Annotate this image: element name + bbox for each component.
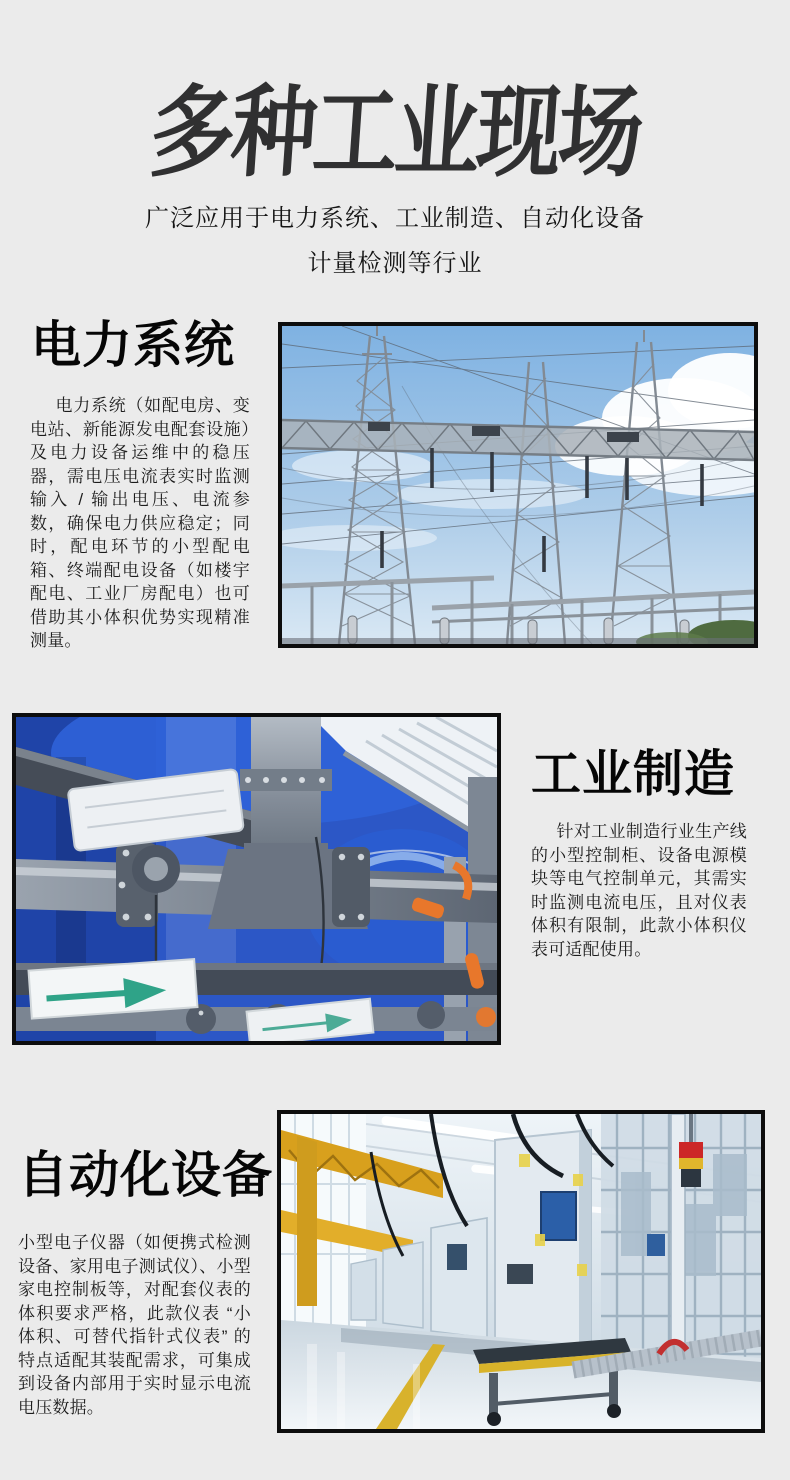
automation-equipment-body: 小型电子仪器（如便携式检测设备、家用电子测试仪）、小型家电控制板等，对配套仪表的体积要求严格，此款仪表 “小体积、可替代指针式仪表” 的特点适配其装配需求，可集成到设备内部用于实时显示电流电压数据。 [18,1233,251,1417]
industrial-manufacturing-heading: 工业制造 [531,746,735,802]
power-system-heading: 电力系统 [31,317,235,373]
page-title: 多种工业现场 [146,77,644,189]
page-subtitle-line1: 广泛应用于电力系统、工业制造、自动化设备 [145,205,645,232]
industrial-pipes-photo-svg [16,717,497,1041]
industrial-manufacturing-body: 针对工业制造行业生产线的小型控制柜、设备电源模块等电气控制单元，其需实时监测电流电压，且对仪表体积有限制，此款小体积仪表可适配使用。 [531,822,747,959]
factory-automation-photo-svg [281,1114,761,1429]
page-subtitle-line2: 计量检测等行业 [307,250,483,277]
power-system-body: 电力系统（如配电房、变电站、新能源发电配套设施）及电力设备运维中的稳压器，需电压电流表实时监测输入 / 输出电压、电流参数，确保电力供应稳定；同时，配电环节的小型配电箱、终端配电设备（如楼宇配电、工业厂房配电）也可借助其小体积优势实现精准测量。 [30,396,250,650]
automation-equipment-heading: 自动化设备 [18,1147,273,1203]
factory-automation-photo [277,1110,765,1433]
arrow-sign [29,959,198,1018]
power-substation-photo-svg [282,326,754,644]
industrial-pipes-photo [12,713,501,1045]
power-substation-photo [278,322,758,648]
